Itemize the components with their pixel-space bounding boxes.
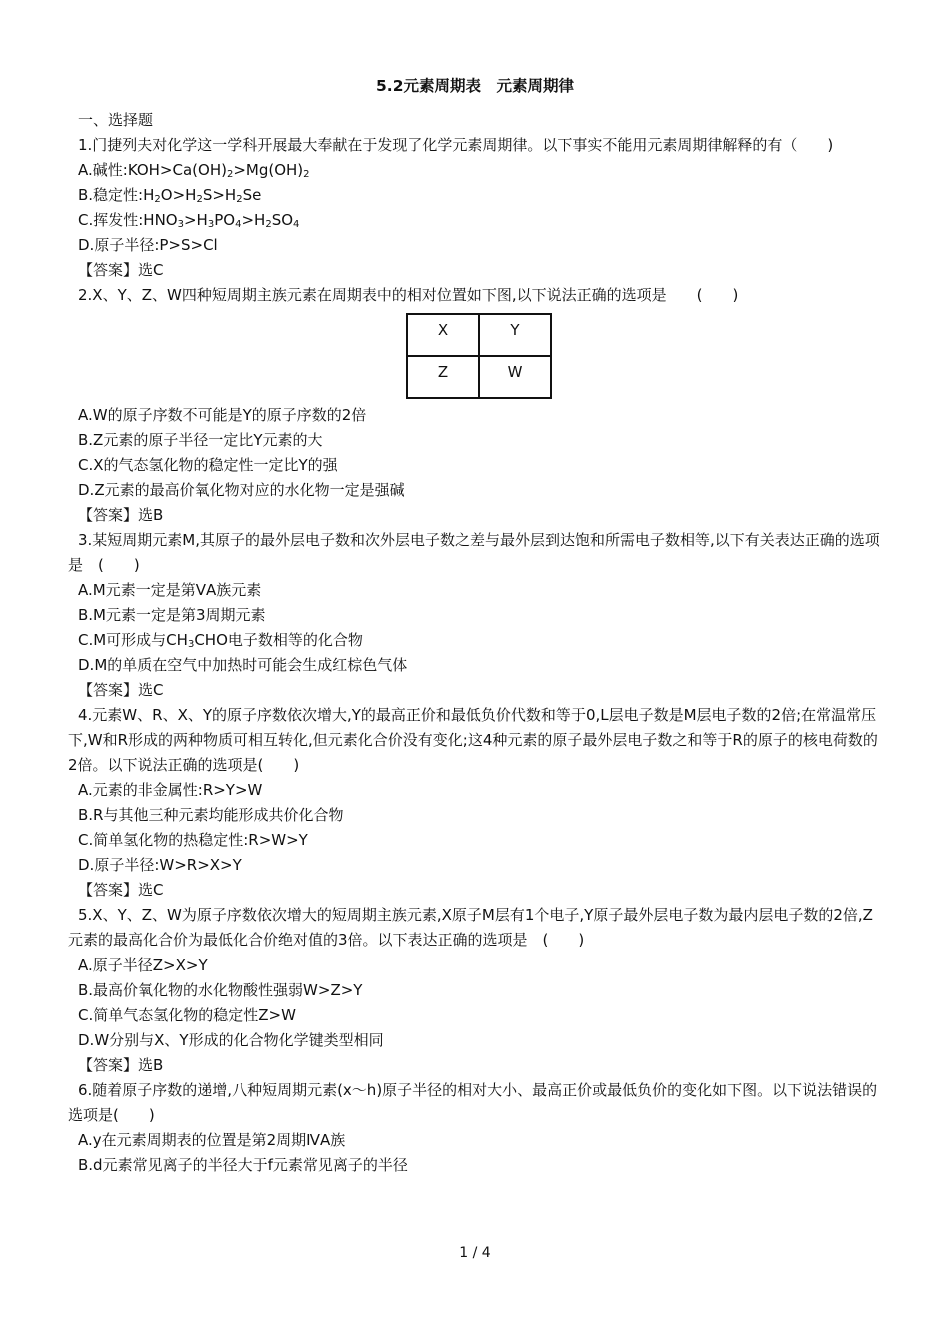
q4-option-c: C.简单氢化物的热稳定性:R>W>Y xyxy=(78,831,308,849)
periodic-position-table xyxy=(406,313,552,399)
q2-option-c: C.X的气态氢化物的稳定性一定比Y的强 xyxy=(78,456,338,474)
q2-option-a: A.W的原子序数不可能是Y的原子序数的2倍 xyxy=(78,406,367,424)
q4-answer: 【答案】选C xyxy=(78,881,164,899)
q3-stem: 3.某短周期元素M,其原子的最外层电子数和次外层电子数之差与最外层到达饱和所需电子数相等,以下有关表达正确的选项是 ( ) xyxy=(68,531,880,574)
q5-option-b: B.最高价氧化物的水化物酸性强弱W>Z>Y xyxy=(78,981,363,999)
q4-option-a: A.元素的非金属性:R>Y>W xyxy=(78,781,263,799)
q3-option-c: C.M可形成与$CH_3CHO$电子数相等的化合物 xyxy=(78,631,363,650)
q1-option-b: B.稳定性$:H_2O>H_2S>H_2Se$ xyxy=(78,186,262,205)
q6-option-a: A.y在元素周期表的位置是第2周期ⅣA族 xyxy=(78,1131,346,1149)
q1-option-c: C.挥发性$:HNO_3>H_3PO_4>H_2SO_4$ xyxy=(78,211,300,230)
q1-option-a: A.碱性$:KOH>Ca(OH)_2>Mg(OH)_2$ xyxy=(78,161,310,180)
grid-cell-w: W xyxy=(479,356,551,398)
q3-answer: 【答案】选C xyxy=(78,681,164,699)
q2-stem: 2.X、Y、Z、W四种短周期主族元素在周期表中的相对位置如下图,以下说法正确的选项是 ( ) xyxy=(78,286,739,304)
q4-stem: 4.元素W、R、X、Y的原子序数依次增大,Y的最高正价和最低负价代数和等于0,L层电子数是M层电子数的2倍;在常温常压下,W和R形成的两种物质可相互转化,但元素化合价没有变化;这4种元素的原子最外层电子数之和等于R的原子的核电荷数的2倍。以下说法正确的选项是( ) xyxy=(68,706,878,774)
q5-option-c: C.简单气态氢化物的稳定性Z>W xyxy=(78,1006,296,1024)
q6-stem: 6.随着原子序数的递增,八种短周期元素(x～h)原子半径的相对大小、最高正价或最低负价的变化如下图。以下说法错误的选项是( ) xyxy=(68,1081,878,1124)
q4-option-d: D.原子半径:W>R>X>Y xyxy=(78,856,242,874)
q2-option-d: D.Z元素的最高价氧化物对应的水化物一定是强碱 xyxy=(78,481,405,499)
q5-answer: 【答案】选B xyxy=(78,1056,164,1074)
grid-cell-x: X xyxy=(407,314,479,356)
grid-cell-y: Y xyxy=(479,314,551,356)
q5-option-a: A.原子半径Z>X>Y xyxy=(78,956,208,974)
q1-stem: 1.门捷列夫对化学这一学科开展最大奉献在于发现了化学元素周期律。以下事实不能用元素周期律解释的有（ ) xyxy=(78,136,834,154)
q3-option-d: D.M的单质在空气中加热时可能会生成红棕色气体 xyxy=(78,656,408,674)
section-heading: 一、选择题 xyxy=(78,111,154,129)
q3-option-a: A.M元素一定是第ⅤA族元素 xyxy=(78,581,262,599)
q5-option-d: D.W分别与X、Y形成的化合物化学键类型相同 xyxy=(78,1031,384,1049)
q2-answer: 【答案】选B xyxy=(78,506,164,524)
grid-cell-z: Z xyxy=(407,356,479,398)
q3-option-b: B.M元素一定是第3周期元素 xyxy=(78,606,266,624)
q4-option-b: B.R与其他三种元素均能形成共价化合物 xyxy=(78,806,344,824)
q1-answer: 【答案】选C xyxy=(78,261,164,279)
q2-option-b: B.Z元素的原子半径一定比Y元素的大 xyxy=(78,431,323,449)
page-number: 1 / 4 xyxy=(459,1245,491,1261)
q1-option-d: D.原子半径:P>S>Cl xyxy=(78,236,218,254)
q6-option-b: B.d元素常见离子的半径大于f元素常见离子的半径 xyxy=(78,1156,408,1174)
page-title: 5.2元素周期表 元素周期律 xyxy=(376,77,574,95)
q5-stem: 5.X、Y、Z、W为原子序数依次增大的短周期主族元素,X原子M层有1个电子,Y原子最外层电子数为最内层电子数的2倍,Z元素的最高化合价为最低化合价绝对值的3倍。以下表达正确的选项是 ( ) xyxy=(68,906,873,949)
document-body xyxy=(68,108,883,1178)
